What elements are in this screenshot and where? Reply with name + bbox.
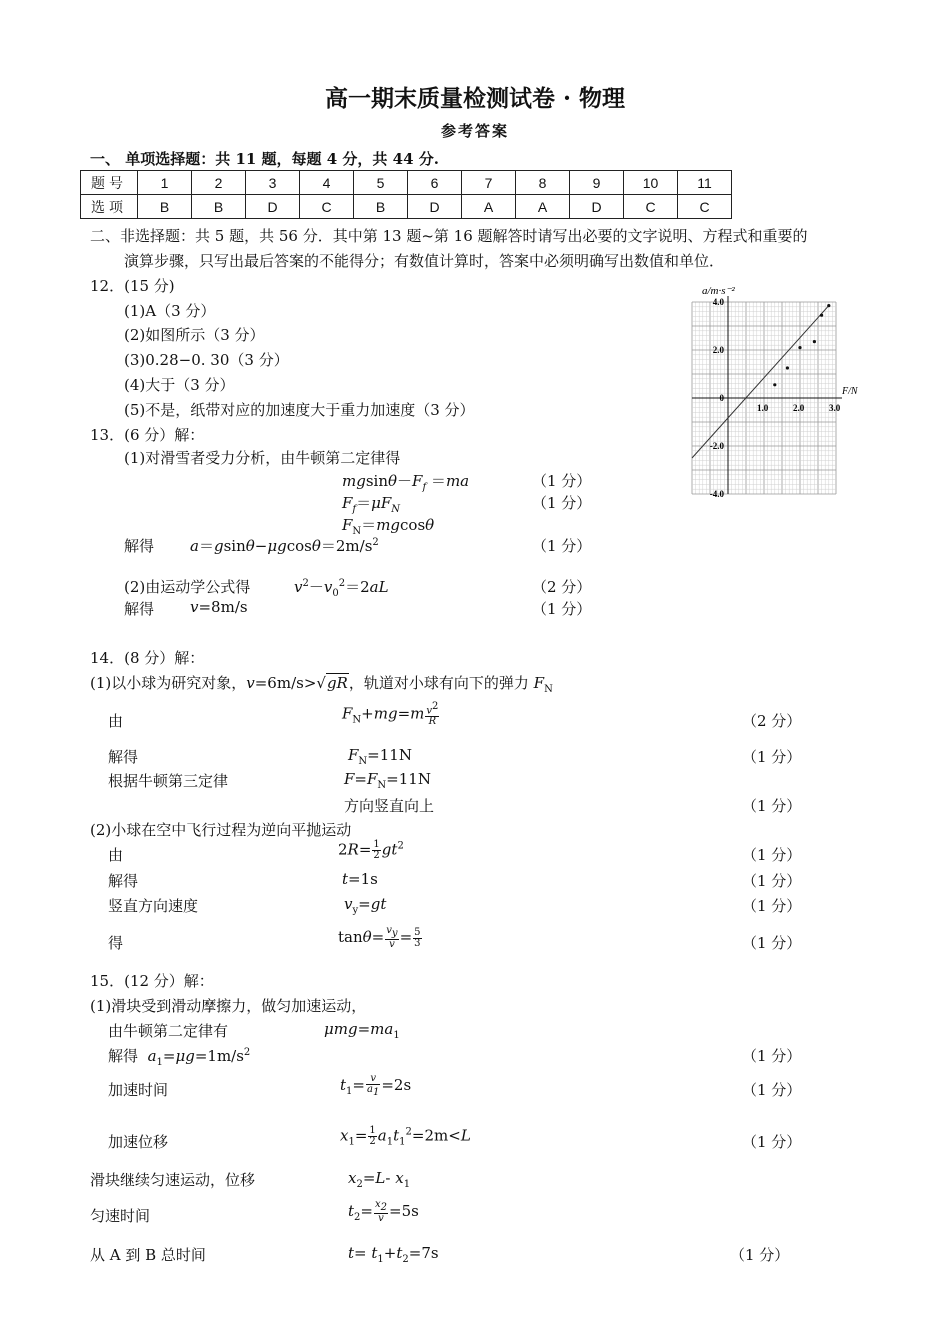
q14-eq4: 2R= $\frac{1}{2}$ $gt^2$: [338, 839, 404, 861]
q12-head: 12．(15 分): [90, 277, 175, 295]
page-subtitle: 参考答案: [440, 122, 509, 140]
y-tick-label: -2.0: [709, 441, 724, 451]
q15-eq6: $t= t_1+t_2=7s$: [348, 1244, 439, 1265]
table-cell: D: [246, 195, 300, 219]
section2-line2: 演算步骤，只写出最后答案的不能得分；有数值计算时，答案中必须明确写出数值和单位．: [124, 252, 725, 270]
graph-xlabel: F/N: [842, 386, 858, 397]
q14-eq3: $F=F_N=11N$: [344, 770, 431, 791]
q15-eq3: $x_1=$ $\frac{1}{2}$ $a_1t_1^2=2m<L$: [340, 1125, 471, 1148]
page-title: 高一期末质量检测试卷 · 物理: [324, 85, 626, 112]
q14-eq6: $v_y=gt$: [344, 895, 387, 916]
q15-solve: 解得 $a_1=\mu g=1m/s^2$: [108, 1047, 251, 1068]
q15-eq2: $t_1=$ $\frac{v}{a_1}$ =2s: [340, 1073, 412, 1098]
score: （1 分）: [742, 846, 802, 864]
table-cell: B: [192, 195, 246, 219]
q15-eq1: $\mu mg=ma_1$: [324, 1020, 400, 1041]
table-cell: 7: [462, 171, 516, 195]
x-tick-label: 3.0: [829, 403, 841, 413]
q14-part2: (2)小球在空中飞行过程为逆向平抛运动: [90, 821, 352, 839]
data-point: [827, 304, 830, 307]
q14-de: 得: [108, 934, 124, 952]
q13-head: 13．(6 分）解：: [90, 426, 205, 444]
section1-header: 一、 单项选择题：共 11 题，每题 4 分，共 44 分.: [90, 150, 439, 168]
q12-item: (5)不是，纸带对应的加速度大于重力加速度（3 分）: [124, 401, 475, 419]
q14-part1: (1)以小球为研究对象，v=6m/s>√gR，轨道对小球有向下的弹力 $F_N$: [90, 674, 553, 695]
q13-eq6: v=8m/s: [190, 598, 248, 616]
y-tick-label: 2.0: [712, 345, 724, 355]
q13-part1: (1)对滑雪者受力分析，由牛顿第二定律得: [124, 449, 401, 467]
q13-eq2: $F_f=\mu F_N$: [342, 494, 401, 515]
graph-marks: [692, 304, 830, 458]
solve-label: 解得: [124, 537, 155, 555]
q14-eq2: $F_N=11N$: [348, 746, 412, 767]
data-point: [773, 383, 776, 386]
score: （1 分）: [742, 934, 802, 952]
score: （1 分）: [742, 897, 802, 915]
q14-vertical-speed: 竖直方向速度: [108, 897, 199, 915]
solve-label: 解得: [108, 748, 139, 766]
q15-accel-disp: 加速位移: [108, 1133, 169, 1151]
table-cell: 3: [246, 171, 300, 195]
answer-table: [80, 170, 732, 219]
q14-you: 由: [108, 846, 124, 864]
q13-eq4: $a=gsin\theta-\mu gcos\theta=2m/s^2$: [190, 537, 379, 555]
q15-eq4: $x_2=L-$ $x_1$: [348, 1169, 411, 1190]
q14-eq1: $F_N+mg=m$ $\frac{v^2}{R}$: [342, 701, 439, 728]
table-row: [81, 171, 732, 195]
q13-part2: (2)由运动学公式得: [124, 578, 251, 596]
table-row: [81, 195, 732, 219]
data-point: [820, 314, 823, 317]
q15-uniform-time: 匀速时间: [90, 1207, 151, 1225]
y-tick-label: 4.0: [712, 297, 724, 307]
q14-you: 由: [108, 712, 124, 730]
q15-eq5: $t_2=$ $\frac{x_2}{v}$ =5s: [348, 1199, 419, 1224]
table-cell: C: [624, 195, 678, 219]
score: （1 分）: [742, 872, 802, 890]
af-graph: [660, 280, 860, 505]
table-cell: 9: [570, 171, 624, 195]
score: （2 分）: [742, 712, 802, 730]
y-tick-label: -4.0: [709, 489, 724, 499]
table-cell: 2: [192, 171, 246, 195]
q15-head: 15．(12 分）解：: [90, 972, 214, 990]
data-point: [813, 340, 816, 343]
q14-eq7: tanθ= $\frac{v_y}{v}$ = $\frac{5}{3}$: [338, 925, 421, 950]
table-cell: B: [354, 195, 408, 219]
solve-label: 解得: [108, 872, 139, 890]
score: （1 分）: [532, 494, 592, 512]
x-tick-label: 2.0: [793, 403, 805, 413]
q14-eq5: t=1s: [342, 870, 378, 888]
score: （1 分）: [742, 797, 802, 815]
score: （1 分）: [742, 1047, 802, 1065]
row-label-number: 题号: [81, 171, 138, 195]
q12-item: (4)大于（3 分）: [124, 376, 235, 394]
q12-item: (2)如图所示（3 分）: [124, 326, 265, 344]
table-cell: A: [462, 195, 516, 219]
table-cell: C: [300, 195, 354, 219]
table-cell: A: [516, 195, 570, 219]
data-point: [786, 366, 789, 369]
table-cell: B: [138, 195, 192, 219]
table-cell: C: [678, 195, 732, 219]
table-cell: D: [570, 195, 624, 219]
score: （1 分）: [730, 1246, 790, 1264]
table-cell: D: [408, 195, 462, 219]
table-cell: 4: [300, 171, 354, 195]
table-cell: 5: [354, 171, 408, 195]
q12-item: (1)A（3 分）: [124, 302, 216, 320]
q12-item: (3)0.28−0. 30（3 分）: [124, 351, 289, 369]
q15-uniform-disp: 滑块继续匀速运动，位移: [90, 1171, 256, 1189]
table-cell: 1: [138, 171, 192, 195]
q15-total-time: 从 A 到 B 总时间: [90, 1246, 206, 1264]
q13-eq3: $F_N=mgcos\theta$: [342, 516, 435, 537]
row-label-answer: 选项: [81, 195, 138, 219]
score: （1 分）: [532, 472, 592, 490]
table-cell: 10: [624, 171, 678, 195]
score: （2 分）: [532, 578, 592, 596]
table-cell: 11: [678, 171, 732, 195]
score: （1 分）: [532, 600, 592, 618]
y-tick-label: 0: [719, 393, 724, 403]
q13-eq5: $v^2-v_0^2=2aL$: [294, 578, 389, 599]
score: （1 分）: [742, 1133, 802, 1151]
q15-newton: 由牛顿第二定律有: [108, 1022, 229, 1040]
q15-part1: (1)滑块受到滑动摩擦力，做匀加速运动，: [90, 997, 367, 1015]
score: （1 分）: [742, 1081, 802, 1099]
graph-ylabel: a/m·s⁻²: [702, 285, 735, 297]
q14-head: 14．(8 分）解：: [90, 649, 205, 667]
q14-third-law: 根据牛顿第三定律: [108, 772, 229, 790]
score: （1 分）: [742, 748, 802, 766]
data-point: [798, 346, 801, 349]
table-cell: 8: [516, 171, 570, 195]
solve-label: 解得: [124, 600, 155, 618]
q13-eq1: $mgsin\theta-F_f =ma$: [342, 472, 470, 493]
score: （1 分）: [532, 537, 592, 555]
q14-direction: 方向竖直向上: [344, 797, 435, 815]
x-tick-label: 1.0: [757, 403, 769, 413]
section2-line1: 二、非选择题：共 5 题，共 56 分．其中第 13 题~第 16 题解答时请写出必要的文字说明、方程式和重要的: [90, 227, 808, 245]
q15-accel-time: 加速时间: [108, 1081, 169, 1099]
table-cell: 6: [408, 171, 462, 195]
